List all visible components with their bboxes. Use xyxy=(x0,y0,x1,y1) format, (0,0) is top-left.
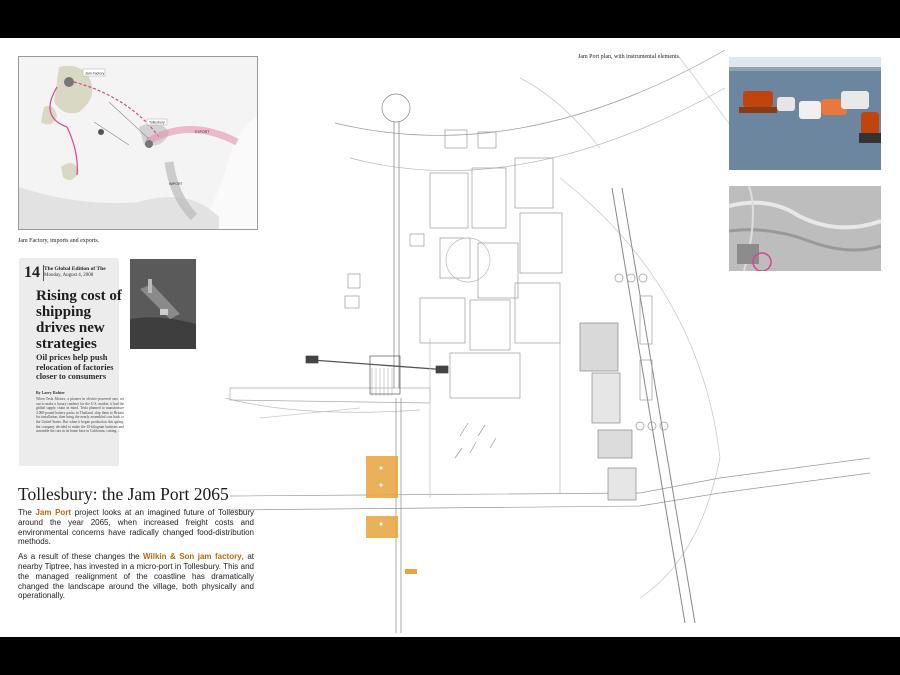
import-export-map xyxy=(18,56,258,230)
bottom-letterbox xyxy=(0,637,900,675)
clipping-body: When Tesla Motors, a pioneer in electric-powered cars, set out to make a luxury roadster for the U.S. market, it had the global supply chain in mind. Tesla planned to manufacture 3,000-pound battery packs in Thailand, ship them to Britain for installation, then bring the nearly assembled cars back to the United States. But when it began production this spring, the company decided to make the 45-kilogram batteries and assemble the cars in its home base in California, cutting... xyxy=(36,397,124,434)
project-description xyxy=(18,486,254,606)
intro-highlight-jam-port: Jam Port xyxy=(35,508,72,517)
top-letterbox xyxy=(0,0,900,38)
clipping-deck: Oil prices help push relocation of factories closer to consumers xyxy=(36,353,114,382)
intro-text-start: The xyxy=(18,508,36,517)
clipping-edition: The Global Edition of The xyxy=(44,266,106,272)
aerial-coastline-photo xyxy=(729,186,881,271)
lifeboats-photo xyxy=(729,57,881,170)
clipping-byline: By Larry Rohter xyxy=(36,390,65,395)
intro-paragraph xyxy=(18,508,254,547)
context-paragraph xyxy=(18,552,254,601)
map-drawing xyxy=(19,57,257,229)
map-caption: Jam Factory, imports and exports. xyxy=(18,238,100,244)
context-text-start: As a result of these changes the xyxy=(18,552,144,562)
map-label-c: EXPORT xyxy=(195,130,210,134)
map-label-b: Tollesbury xyxy=(149,120,165,125)
plan-caption: Jam Port plan, with instrumental elements. xyxy=(578,54,681,60)
project-title: Tollesbury: the Jam Port 2065 xyxy=(18,484,229,504)
presentation-sheet xyxy=(0,38,900,637)
clipping-headline: Rising cost of shipping drives new strategies xyxy=(36,288,122,352)
map-label-a: Jam Factory xyxy=(85,71,105,76)
map-label-d: IMPORT xyxy=(169,182,183,186)
context-text-end: , at nearby Tiptree, has invested in a micro-port in Tollesbury. This and the managed realignment of the coastline has dramatically changed the landscape around the village, both physically and operationally. xyxy=(18,552,254,601)
clipping-date: Monday, August 4, 2008 xyxy=(44,273,94,278)
newspaper-clipping xyxy=(20,259,124,465)
clipping-page-number: 14 xyxy=(24,265,44,281)
intro-text-end: project looks at an imagined future of Tollesbury around the year 2065, when increased freight costs and environmental concerns have radically changed food-distribution methods. xyxy=(18,508,255,547)
cargo-ship-photo xyxy=(130,259,196,349)
context-highlight-factory: Wilkin & Son jam factory xyxy=(143,552,242,562)
